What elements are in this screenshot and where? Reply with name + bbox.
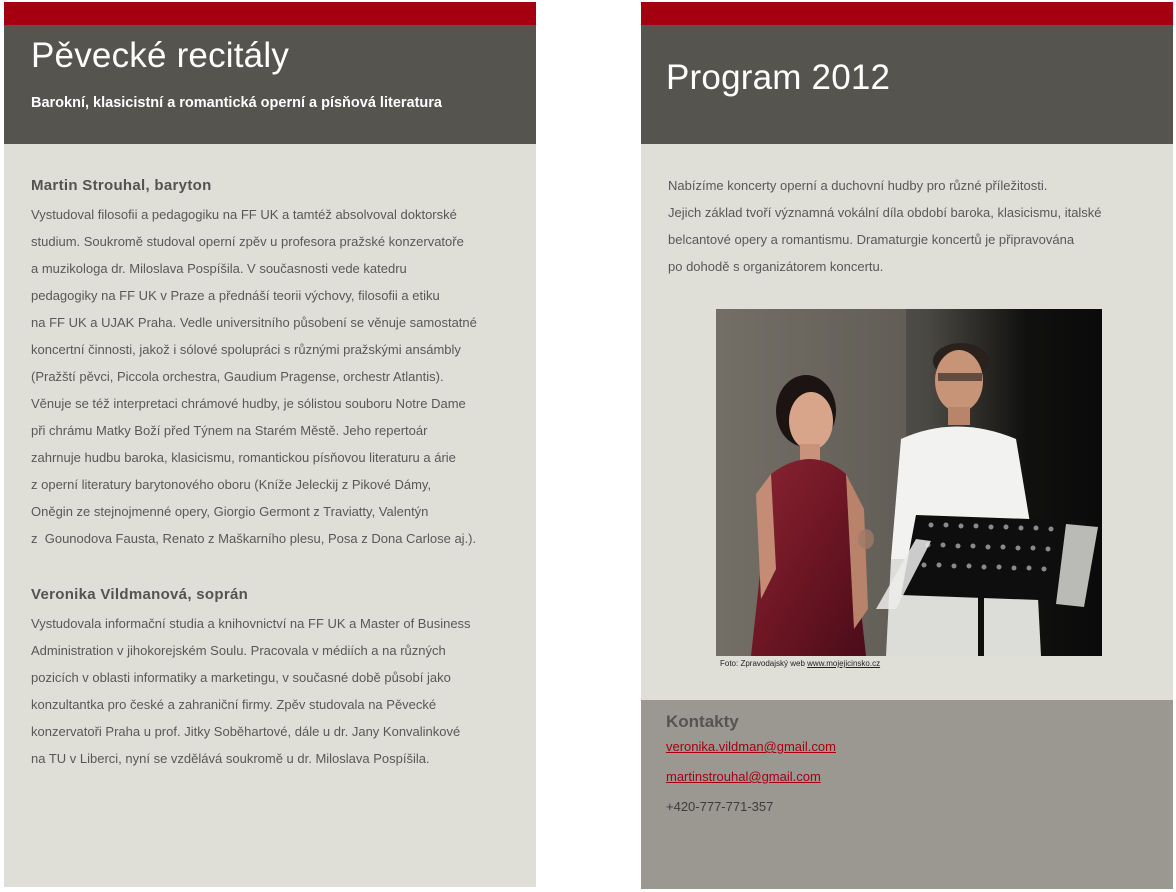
bio-veronika (31, 610, 509, 772)
bio-line: z Gounodova Fausta, Renato z Maškarního plesu, Posa z Dona Carlose aj.). (31, 531, 477, 546)
intro-line: Nabízíme koncerty operní a duchovní hudby pro různé příležitosti. (668, 178, 1048, 193)
bio-line: na FF UK a UJAK Praha. Vedle universitního působení se věnuje samostatné (31, 315, 477, 330)
bio-line: Věnuje se též interpretaci chrámové hudby, je sólistou souboru Notre Dame (31, 396, 466, 411)
email-link-martin[interactable]: martinstrouhal@gmail.com (666, 769, 821, 784)
bio-martin (31, 201, 509, 552)
contact-phone: +420-777-771-357 (666, 799, 774, 814)
left-header (4, 25, 536, 144)
left-panel (4, 2, 536, 887)
intro-line: po dohodě s organizátorem koncertu. (668, 259, 884, 274)
email-link-veronika[interactable]: veronika.vildman@gmail.com (666, 739, 836, 754)
bio-line: Administration v jihokorejském Soulu. Pracovala v médiích a na různých (31, 643, 446, 658)
program-intro (641, 144, 1173, 280)
contacts-heading: Kontakty (666, 712, 739, 731)
right-accent-bar (641, 2, 1173, 25)
page-subtitle: Barokní, klasicistní a romantická operní a písňová literatura (31, 95, 442, 111)
concert-photo (716, 309, 1102, 656)
page-title-program: Program 2012 (666, 58, 891, 97)
bio-line: Oněgin ze stejnojmenné opery, Giorgio Germont z Traviatty, Valentýn (31, 504, 429, 519)
bio-line: z operní literatury barytonového oboru (Kníže Jeleckij z Pikové Dámy, (31, 477, 432, 492)
bio-line: koncertní činnosti, jakož i sólové spolupráci s různými pražskými ansámbly (31, 342, 461, 357)
intro-line: belcantové opery a romantismu. Dramaturgie koncertů je připravována (668, 232, 1075, 247)
bio-line: při chrámu Matky Boží před Týnem na Starém Městě. Jeho repertoár (31, 423, 428, 438)
photo-source-link[interactable]: www.mojejicinsko.cz (807, 659, 881, 668)
concert-photo-figure (716, 309, 1102, 668)
bio-line: Vystudoval filosofii a pedagogiku na FF UK a tamtéž absolvoval doktorské (31, 207, 457, 222)
bios-section (4, 144, 536, 772)
bio-line: konzultantka pro české a zahraniční firmy. Zpěv studovala na Pěvecké (31, 697, 437, 712)
left-accent-bar (4, 2, 536, 25)
bio-line: pedagogiky na FF UK v Praze a přednáší teorii výchovy, filosofii a etiku (31, 288, 440, 303)
person-name-veronika: Veronika Vildmanová, soprán (31, 586, 249, 603)
person-name-martin: Martin Strouhal, baryton (31, 177, 212, 194)
bio-line: konzervatoři Praha u prof. Jitky Soběhartové, dále u dr. Jany Konvalinkové (31, 724, 461, 739)
right-header (641, 25, 1173, 144)
intro-line: Jejich základ tvoří významná vokální díla období baroka, klasicismu, italské (668, 205, 1102, 220)
right-panel (641, 2, 1173, 889)
bio-line: pozicích v oblasti informatiky a marketingu, v současné době působí jako (31, 670, 451, 685)
page-title-recitals: Pěvecké recitály (31, 36, 290, 75)
bio-line: Vystudovala informační studia a knihovnictví na FF UK a Master of Business (31, 616, 471, 631)
bio-line: zahrnuje hudbu baroka, klasicismu, romantickou písňovou literaturu a árie (31, 450, 456, 465)
bio-line: na TU v Liberci, nyní se vzdělává soukromě u dr. Miloslava Pospíšila. (31, 751, 430, 766)
photo-caption (720, 659, 1102, 668)
bio-line: a muzikologa dr. Miloslava Pospíšila. V současnosti vede katedru (31, 261, 407, 276)
bio-line: (Pražští pěvci, Piccola orchestra, Gaudium Pragense, orchestr Atlantis). (31, 369, 444, 384)
photo-caption-text: Foto: Zpravodajský web (720, 659, 808, 668)
contacts-section (641, 700, 1173, 889)
bio-line: studium. Soukromě studoval operní zpěv u profesora pražské konzervatoře (31, 234, 464, 249)
